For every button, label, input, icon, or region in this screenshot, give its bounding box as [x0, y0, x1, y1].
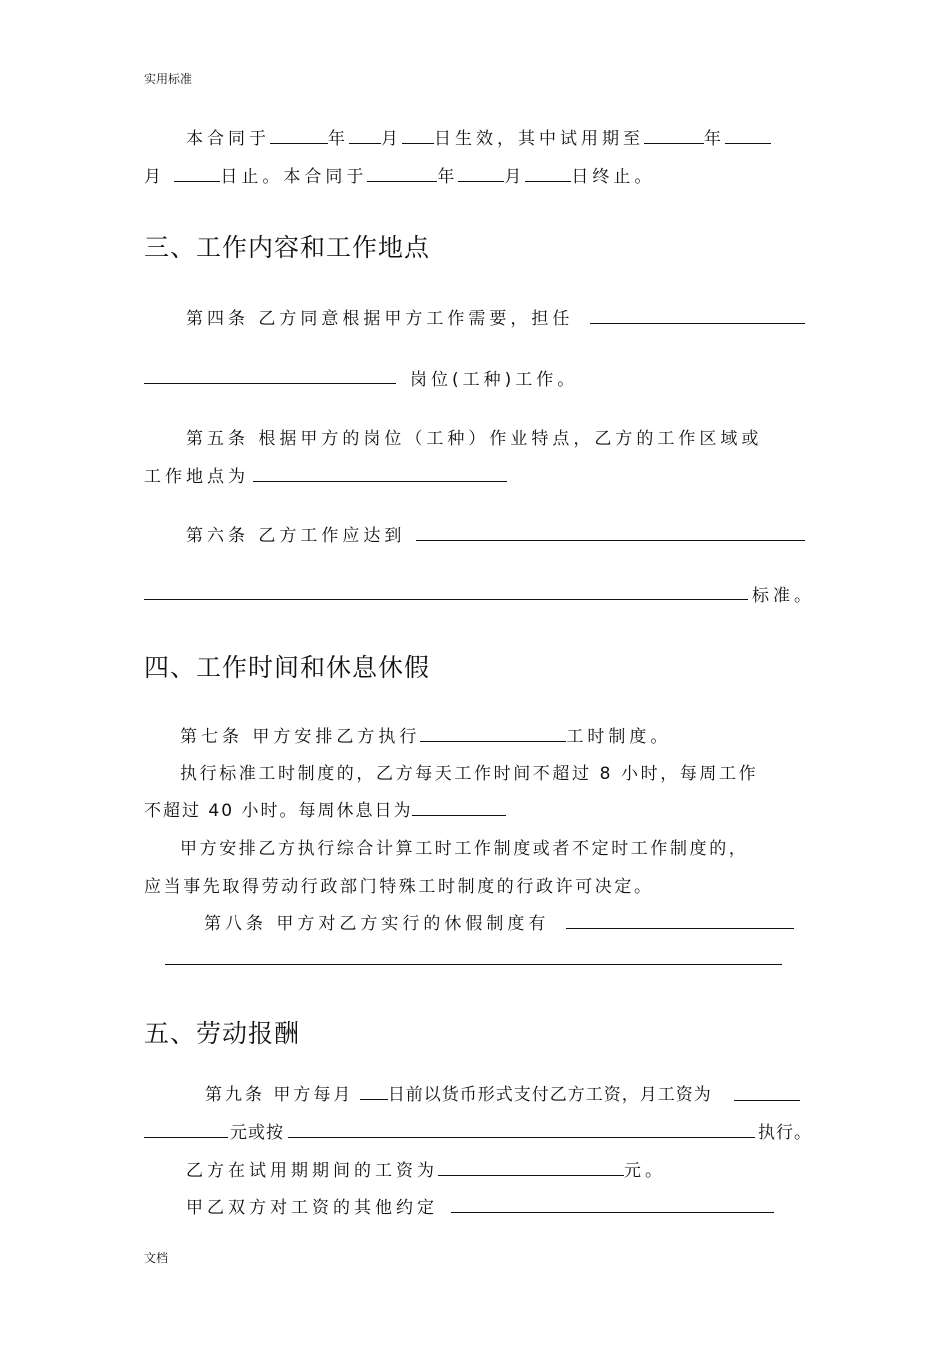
period-text: 本合同于: [186, 129, 270, 149]
blank-wage-basis: [288, 1137, 755, 1138]
blank-year: [270, 126, 328, 144]
article-9-text: 元或按: [230, 1123, 284, 1143]
blank-year: [367, 164, 437, 182]
probation-wage-line: [186, 1156, 666, 1181]
period-text: 年: [328, 129, 349, 149]
period-line-2: [144, 162, 655, 187]
article-9-text: 第九条 甲方每月: [205, 1085, 354, 1105]
blank-day: [174, 164, 220, 182]
article-9-text: 日前以货币形式支付乙方工资，月工资为: [387, 1085, 712, 1105]
probation-text: 乙方在试用期期间的工资为: [186, 1161, 438, 1181]
blank-monthly-wage: [144, 1137, 228, 1138]
article-4-line-1: 第四条 乙方同意根据甲方工作需要，担任: [186, 309, 574, 329]
blank-day: [525, 164, 571, 182]
blank-month: [458, 164, 504, 182]
blank-work-standard: [144, 599, 748, 600]
blank-position: [144, 383, 396, 384]
blank-position: [590, 323, 805, 324]
article-6-line-1: 第六条 乙方工作应达到: [186, 526, 406, 546]
blank-leave-policy: [165, 964, 782, 965]
blank-year: [644, 126, 704, 144]
period-text: 日生效，其中试用期至: [434, 129, 644, 149]
page-footer: 文档: [144, 1251, 169, 1265]
section-5-title: 五、劳动报酬: [144, 1019, 301, 1048]
period-text: 年: [437, 167, 459, 187]
page-header: 实用标准: [144, 72, 193, 86]
standard-hours-line-1: 执行标准工时制度的，乙方每天工作时间不超过 8 小时，每周工作: [180, 764, 759, 784]
article-6-line-2: 标准。: [752, 586, 815, 606]
article-9-line-1: [205, 1080, 712, 1105]
blank-month: [725, 126, 771, 144]
article-7-line: [180, 722, 671, 747]
period-text: 日止。本合同于: [220, 167, 368, 187]
period-text: 月: [504, 167, 526, 187]
period-text: 年: [704, 129, 725, 149]
article-9-text: 执行。: [758, 1123, 812, 1143]
blank-hour-system: [420, 724, 566, 742]
section-3-title: 三、工作内容和工作地点: [144, 233, 431, 262]
blank-leave-policy: [566, 928, 794, 929]
article-5-line-1: 第五条 根据甲方的岗位（工种）作业特点，乙方的工作区域或: [186, 429, 763, 449]
blank-monthly-wage: [734, 1100, 800, 1101]
period-text: 日终止。: [571, 167, 656, 187]
blank-rest-day: [412, 798, 506, 816]
article-5-line-2: 工作地点为: [144, 467, 249, 487]
blank-month: [349, 126, 381, 144]
blank-work-location: [253, 481, 507, 482]
blank-other-terms: [451, 1212, 774, 1213]
blank-work-standard: [416, 540, 805, 541]
standard-hours-text: 不超过 40 小时。每周休息日为: [144, 801, 413, 821]
article-7-text: 第七条 甲方安排乙方执行: [180, 727, 421, 747]
period-line-1: [186, 124, 771, 149]
standard-hours-line-2: [144, 796, 506, 821]
flex-hours-line-2: 应当事先取得劳动行政部门特殊工时制度的行政许可决定。: [144, 877, 654, 897]
article-7-text: 工时制度。: [566, 727, 672, 747]
blank-probation-wage: [438, 1158, 624, 1176]
flex-hours-line-1: 甲方安排乙方执行综合计算工时工作制度或者不定时工作制度的，: [180, 839, 749, 859]
probation-text: 元。: [624, 1161, 666, 1181]
article-8-line: 第八条 甲方对乙方实行的休假制度有: [204, 914, 550, 934]
blank-day: [402, 126, 434, 144]
period-text: 月: [381, 129, 402, 149]
period-text: 月: [144, 167, 165, 187]
article-4-line-2: 岗位(工种)工作。: [410, 370, 579, 390]
section-4-title: 四、工作时间和休息休假: [144, 653, 431, 682]
other-wage-terms: 甲乙双方对工资的其他约定: [186, 1198, 438, 1218]
blank-pay-day: [360, 1082, 388, 1100]
